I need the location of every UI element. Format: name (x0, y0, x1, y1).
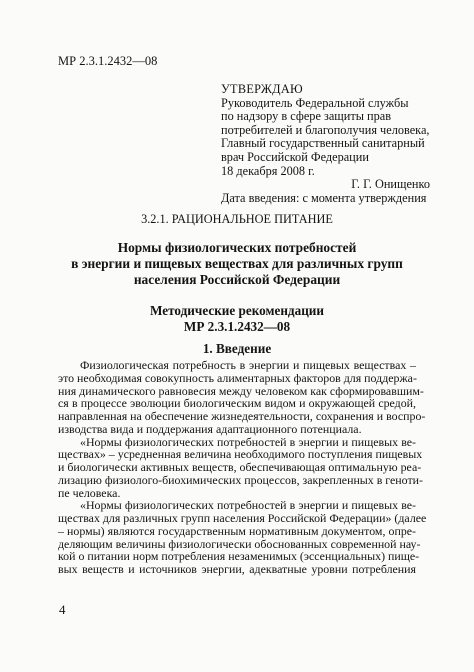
title-line: в энергии и пищевых веществах для различных групп (71, 256, 403, 271)
signatory-name: Г. Г. Онищенко (351, 177, 430, 192)
body-line: Физиологическая потребность в энергии и пищевых веществах – (80, 358, 416, 372)
title-line: населения Российской Федерации (133, 272, 341, 287)
body-line: – нормы) являются государственным нормативным документом, опре- (58, 523, 416, 538)
body-text (58, 358, 427, 576)
approval-heading: УТВЕРЖДАЮ (221, 82, 303, 96)
document-code: МР 2.3.1.2432—08 (58, 54, 158, 68)
body-line: ся в процессе эволюции биологическим видом и окружающей средой, (58, 396, 416, 411)
effective-date: Дата введения: с момента утверждения (221, 190, 427, 205)
body-line: вых веществ и источников энергии, адекватные уровни потребления (58, 562, 416, 576)
body-line: ществах» – усредненная величина необходимого поступления пищевых (58, 447, 423, 462)
body-line: изводства вида и поддержания адаптационного потенциала. (58, 421, 362, 436)
approval-block (221, 83, 436, 205)
body-line: это необходимая совокупность алиментарных факторов для поддержа- (58, 370, 417, 385)
body-line: пе человека. (58, 485, 121, 500)
body-line: и биологически активных веществ, обеспечивающая оптимальную реа- (58, 460, 422, 474)
subtitle-line: Методические рекомендации (149, 303, 324, 318)
body-line: «Нормы физиологических потребностей в энергии и пищевых ве- (80, 498, 416, 513)
document-subtitle (60, 303, 414, 334)
body-line: лизацию физиолого-биохимических процессов, закрепленных в геноти- (58, 472, 423, 487)
approval-line: по надзору в сфере защиты прав (221, 109, 392, 124)
page-number: 4 (59, 602, 66, 617)
chapter-heading: 1. Введение (202, 341, 272, 356)
body-line: ния динамического равновесия между человеком как сформировавшим- (58, 383, 424, 398)
approval-line: Главный государственный санитарный (221, 136, 425, 151)
approval-line: Руководитель Федеральной службы (221, 95, 409, 110)
body-line: «Нормы физиологических потребностей в энергии и пищевых ве- (80, 434, 416, 449)
subtitle-code: МР 2.3.1.2432—08 (183, 318, 291, 334)
approval-line: врач Российской Федерации (221, 149, 369, 164)
body-line: направленная на обеспечение жизнедеятельности, сохранения и воспро- (58, 409, 426, 423)
approval-date: 18 декабря 2008 г. (221, 163, 315, 178)
title-line: Нормы физиологических потребностей (117, 240, 357, 255)
body-line: кой о питании норм потребления незаменимых (эссенциальных) пище- (58, 549, 420, 564)
body-line: деляющим величины физиологически обоснованных современной нау- (58, 536, 421, 551)
document-title (60, 240, 414, 288)
body-line: ществах для различных групп населения Российской Федерации» (далее (58, 511, 427, 525)
approval-line: потребителей и благополучия человека, (221, 122, 430, 137)
section-heading: 3.2.1. РАЦИОНАЛЬНОЕ ПИТАНИЕ (141, 212, 333, 226)
